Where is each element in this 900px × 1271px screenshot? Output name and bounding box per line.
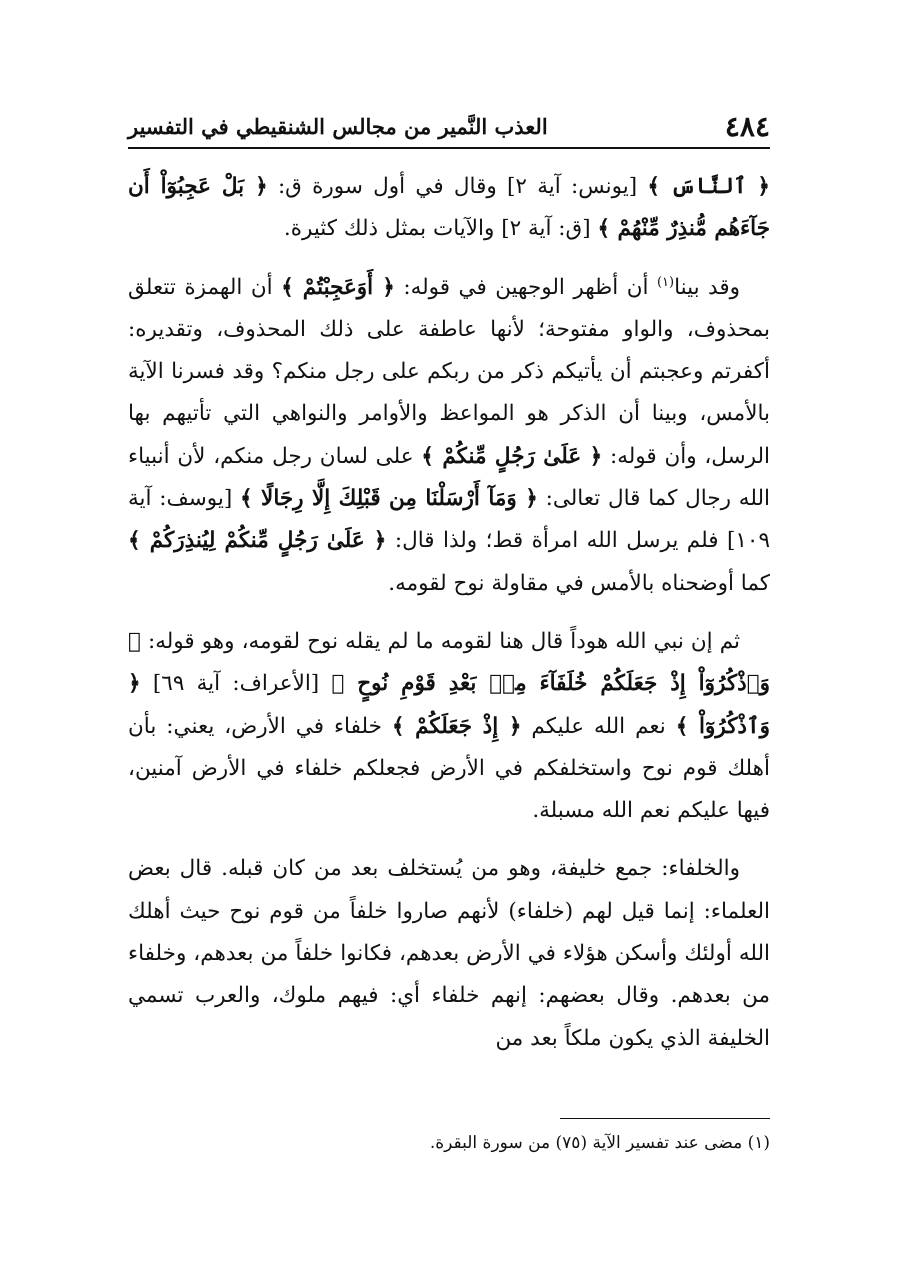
header-divider xyxy=(128,147,770,149)
footnote-divider xyxy=(560,1118,770,1119)
text-segment: وقد بينا xyxy=(674,274,741,300)
text-segment: [ق: آية ٢] والآيات بمثل ذلك كثيرة. xyxy=(283,216,598,242)
text-segment: على لسان رجل منكم، لأن أنبياء الله رجال كما قال تعالى: xyxy=(128,443,770,512)
quran-quote: ﴿ ٱلنَّاسَ ﴾ xyxy=(647,174,770,199)
text-segment: ثم إن نبي الله هوداً قال هنا لقومه ما لم يقله نوح لقومه، وهو قوله: xyxy=(140,628,740,654)
text-segment: خلفاء في الأرض، يعني: بأن أهلك قوم نوح واستخلفكم في الأرض فجعلكم خلفاء في الأرض آمنين، فيها عليكم نعم الله مسبلة. xyxy=(128,713,770,824)
text-segment: [يونس: آية ٢] وقال في أول سورة ق: xyxy=(267,174,648,199)
footnote xyxy=(128,1128,770,1158)
quran-quote: ﴿ وَمَآ أَرْسَلْنَا مِن قَبْلِكَ إِلَّا رِجَالًا ﴾ xyxy=(240,486,538,512)
footnote-marker: (١) xyxy=(747,1133,770,1153)
quran-quote: ﴿ وَٱذْكُرُوٓاْ إِذْ جَعَلَكُمْ خُلَفَآءَ مِنۢ بَعْدِ قَوْمِ نُوحٍ ﴾ xyxy=(128,628,770,697)
quran-quote: ﴿ بَلْ عَجِبُوٓاْ أَن جَآءَهُم مُّنذِرٌ مِّنْهُمْ ﴾ xyxy=(128,174,770,242)
running-header xyxy=(128,104,770,144)
text-segment: أن الهمزة تتعلق بمحذوف، والواو مفتوحة؛ لأنها عاطفة على ذلك المحذوف، وتقديره: أكفرتم وعجبتم أن يأتيكم ذكر من ربكم على رجل منكم؟ وقد فسرنا الآية بالأمس، وبينا أن الذكر هو المواعظ والأوامر والنواهي التي تأتيهم بها الرسل، وأن قوله: xyxy=(128,274,770,469)
quran-quote: ﴿ عَلَىٰ رَجُلٍ مِّنكُمْ لِيُنذِرَكُمْ ﴾ xyxy=(128,528,387,554)
book-title: العذب النَّمير من مجالس الشنقيطي في التفسير xyxy=(128,114,548,139)
quran-quote: ﴿ وَٱذْكُرُوٓاْ ﴾ xyxy=(128,671,770,739)
main-text xyxy=(128,166,770,1076)
text-segment: نعم الله عليكم xyxy=(521,713,676,739)
quran-quote: ﴿ أَوَعَجِبْتُمْ ﴾ xyxy=(281,274,395,300)
text-segment: والخلفاء: جمع خليفة، وهو من يُستخلف بعد من كان قبله. قال بعض العلماء: إنما قيل لهم (خلفاء) لأنهم صاروا خلفاً من قوم نوح حيث أهلك الله أولئك وأسكن هؤلاء في الأرض بعدهم، فكانوا خلفاً من بعدهم، وخلفاء من بعدهم. وقال بعضهم: إنهم خلفاء أي: فيهم ملوك، والعرب تسمي الخليفة الذي يكون ملكاً بعد من xyxy=(128,856,770,1051)
text-segment: [الأعراف: آية ٦٩] xyxy=(140,671,332,697)
quran-quote: ﴿ عَلَىٰ رَجُلٍ مِّنكُمْ ﴾ xyxy=(421,443,603,469)
paragraph-khulafa-definition xyxy=(128,848,770,1059)
text-segment: أن أظهر الوجهين في قوله: xyxy=(394,274,657,300)
paragraph-hud-address xyxy=(128,621,770,832)
paragraph-hamza-explanation xyxy=(128,267,770,605)
quran-quote: ﴿ إِذْ جَعَلَكُمْ ﴾ xyxy=(391,713,522,739)
paragraph-continuation xyxy=(128,166,770,251)
text-segment: [يوسف: آية ١٠٩] فلم يرسل الله امرأة قط؛ ولذا قال: xyxy=(128,486,770,554)
text-segment: كما أوضحناه بالأمس في مقاولة نوح لقومه. xyxy=(388,570,770,596)
footnote-reference: (١) xyxy=(656,274,675,290)
page-number: ٤٨٤ xyxy=(724,110,770,143)
footnote-text: مضى عند تفسير الآية (٧٥) من سورة البقرة. xyxy=(429,1133,743,1153)
